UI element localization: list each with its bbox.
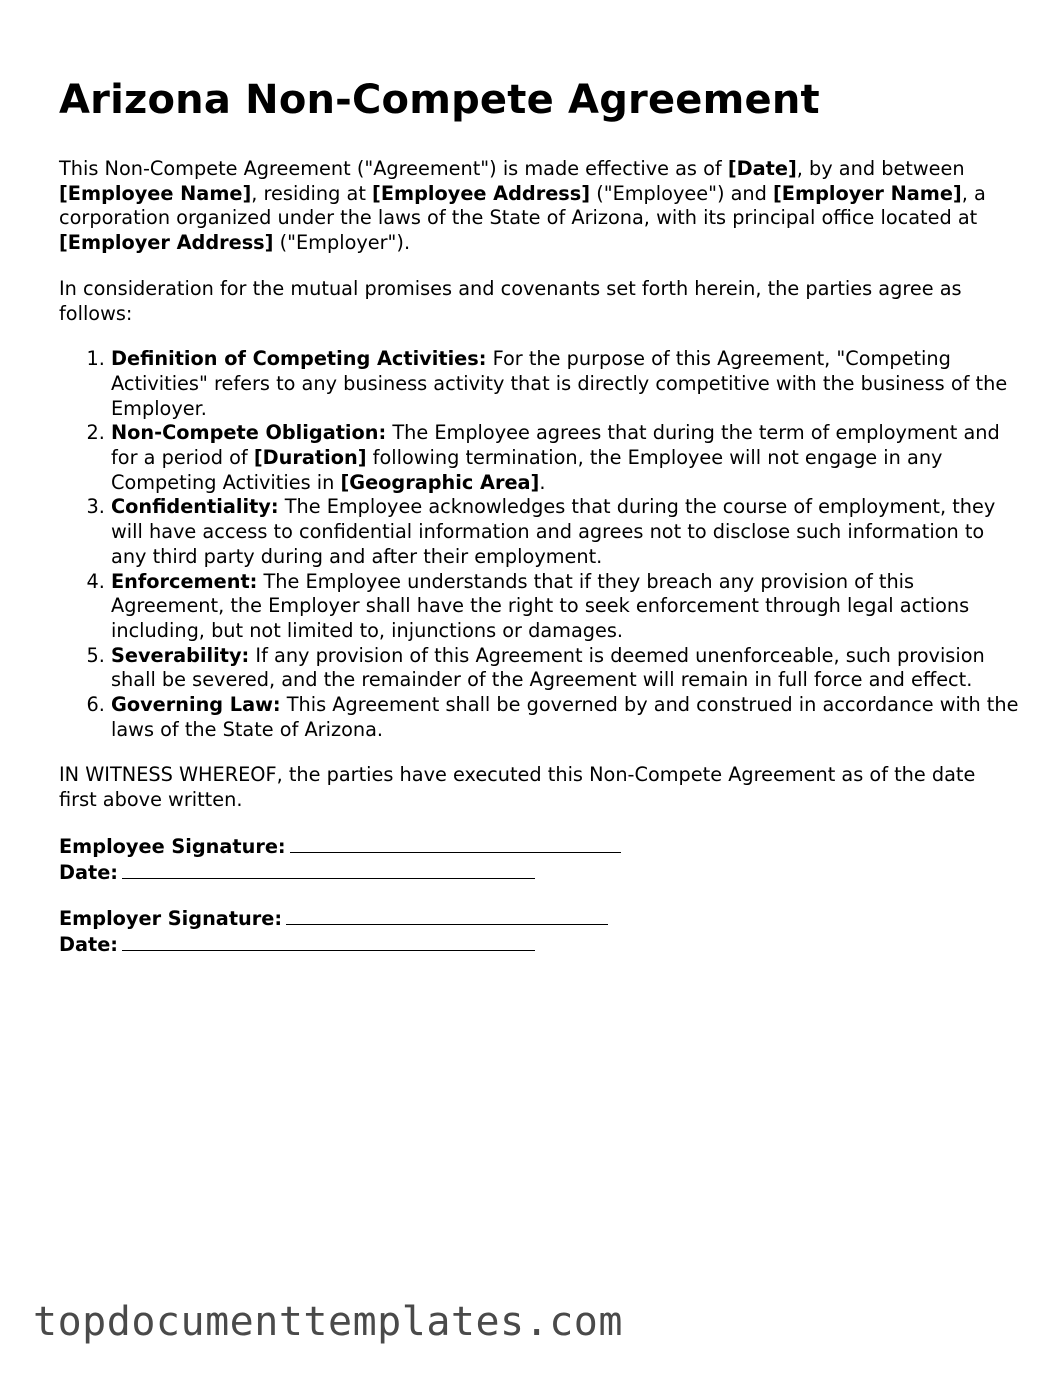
clause-heading: Definition of Competing Activities: bbox=[111, 347, 487, 371]
intro-paragraph bbox=[59, 157, 1019, 256]
document-title: Arizona Non-Compete Agreement bbox=[59, 77, 820, 123]
clause-item bbox=[111, 347, 1019, 421]
employee-signature-line bbox=[59, 834, 1019, 860]
employee-address-placeholder: [Employee Address] bbox=[372, 181, 591, 205]
clause-heading: Severability: bbox=[111, 643, 250, 667]
clause-list bbox=[59, 347, 1019, 742]
clause-item bbox=[111, 570, 1019, 644]
employer-date-line bbox=[59, 932, 1019, 958]
witness-paragraph: IN WITNESS WHEREOF, the parties have executed this Non-Compete Agreement as of the date first above written. bbox=[59, 763, 976, 812]
employee-date-line bbox=[59, 860, 1019, 886]
employer-signature-label: Employer Signature: bbox=[59, 907, 283, 931]
clause-text: The Employee understands that if they breach any provision of this Agreement, the Employer shall have the right to seek enforcement through legal actions including, but not limited to, injunctions or damages. bbox=[111, 569, 970, 642]
clause-text: For the purpose of this Agreement, "Competing Activities" refers to any business activity that is directly competitive with the business of the Employer. bbox=[111, 347, 1008, 420]
clause-text: The Employee agrees that during the term of employment and for a period of bbox=[111, 421, 1000, 470]
employee-date-label: Date: bbox=[59, 860, 119, 884]
employer-date-field[interactable] bbox=[122, 932, 535, 951]
clause-heading: Confidentiality: bbox=[111, 495, 279, 519]
clause-text: The Employee acknowledges that during the course of employment, they will have access to confidential information and agrees not to disclose such information to any third party during and after their employment. bbox=[111, 495, 996, 568]
employer-signature-field[interactable] bbox=[286, 906, 608, 925]
date-placeholder: [Date] bbox=[727, 157, 797, 180]
employer-name-placeholder: [Employer Name] bbox=[773, 181, 962, 205]
employee-date-field[interactable] bbox=[122, 860, 535, 879]
employer-signature-block bbox=[59, 906, 1019, 957]
clause-heading: Enforcement: bbox=[111, 569, 258, 593]
clause-text: . bbox=[539, 470, 546, 494]
clause-item bbox=[111, 421, 1019, 495]
clause-item bbox=[111, 495, 1019, 569]
intro-text: , by and between bbox=[796, 157, 965, 180]
employee-name-placeholder: [Employee Name] bbox=[59, 181, 252, 205]
intro-text: , residing at bbox=[251, 181, 373, 205]
clause-heading: Governing Law: bbox=[111, 693, 281, 717]
consideration-paragraph: In consideration for the mutual promises and covenants set forth herein, the parties agree as follows: bbox=[59, 276, 962, 325]
employer-address-placeholder: [Employer Address] bbox=[59, 231, 274, 255]
intro-text: ("Employee") and bbox=[590, 181, 773, 205]
clause-item bbox=[111, 693, 1019, 742]
intro-text: , a corporation organized under the laws of the State of Arizona, with its principal office located at bbox=[59, 181, 986, 230]
intro-text: ("Employer"). bbox=[273, 231, 411, 255]
clause-item bbox=[111, 644, 1019, 693]
employer-date-label: Date: bbox=[59, 932, 119, 956]
clause-text: If any provision of this Agreement is deemed unenforceable, such provision shall be severed, and the remainder of the Agreement will remain in full force and effect. bbox=[111, 643, 985, 692]
duration-placeholder: [Duration] bbox=[253, 446, 367, 470]
employee-signature-block bbox=[59, 834, 1019, 885]
employee-signature-label: Employee Signature: bbox=[59, 834, 286, 858]
geographic-area-placeholder: [Geographic Area] bbox=[340, 470, 540, 494]
document-page bbox=[59, 74, 1019, 979]
clause-text: This Agreement shall be governed by and construed in accordance with the laws of the State of Arizona. bbox=[111, 693, 1019, 741]
watermark-text: topdocumenttemplates.com bbox=[33, 1299, 623, 1345]
intro-text: This Non-Compete Agreement ("Agreement") is made effective as of bbox=[59, 157, 728, 180]
employee-signature-field[interactable] bbox=[290, 834, 621, 853]
clause-heading: Non-Compete Obligation: bbox=[111, 421, 387, 445]
clause-text: following termination, the Employee will not engage in any Competing Activities in bbox=[111, 446, 943, 494]
employer-signature-line bbox=[59, 906, 1019, 932]
